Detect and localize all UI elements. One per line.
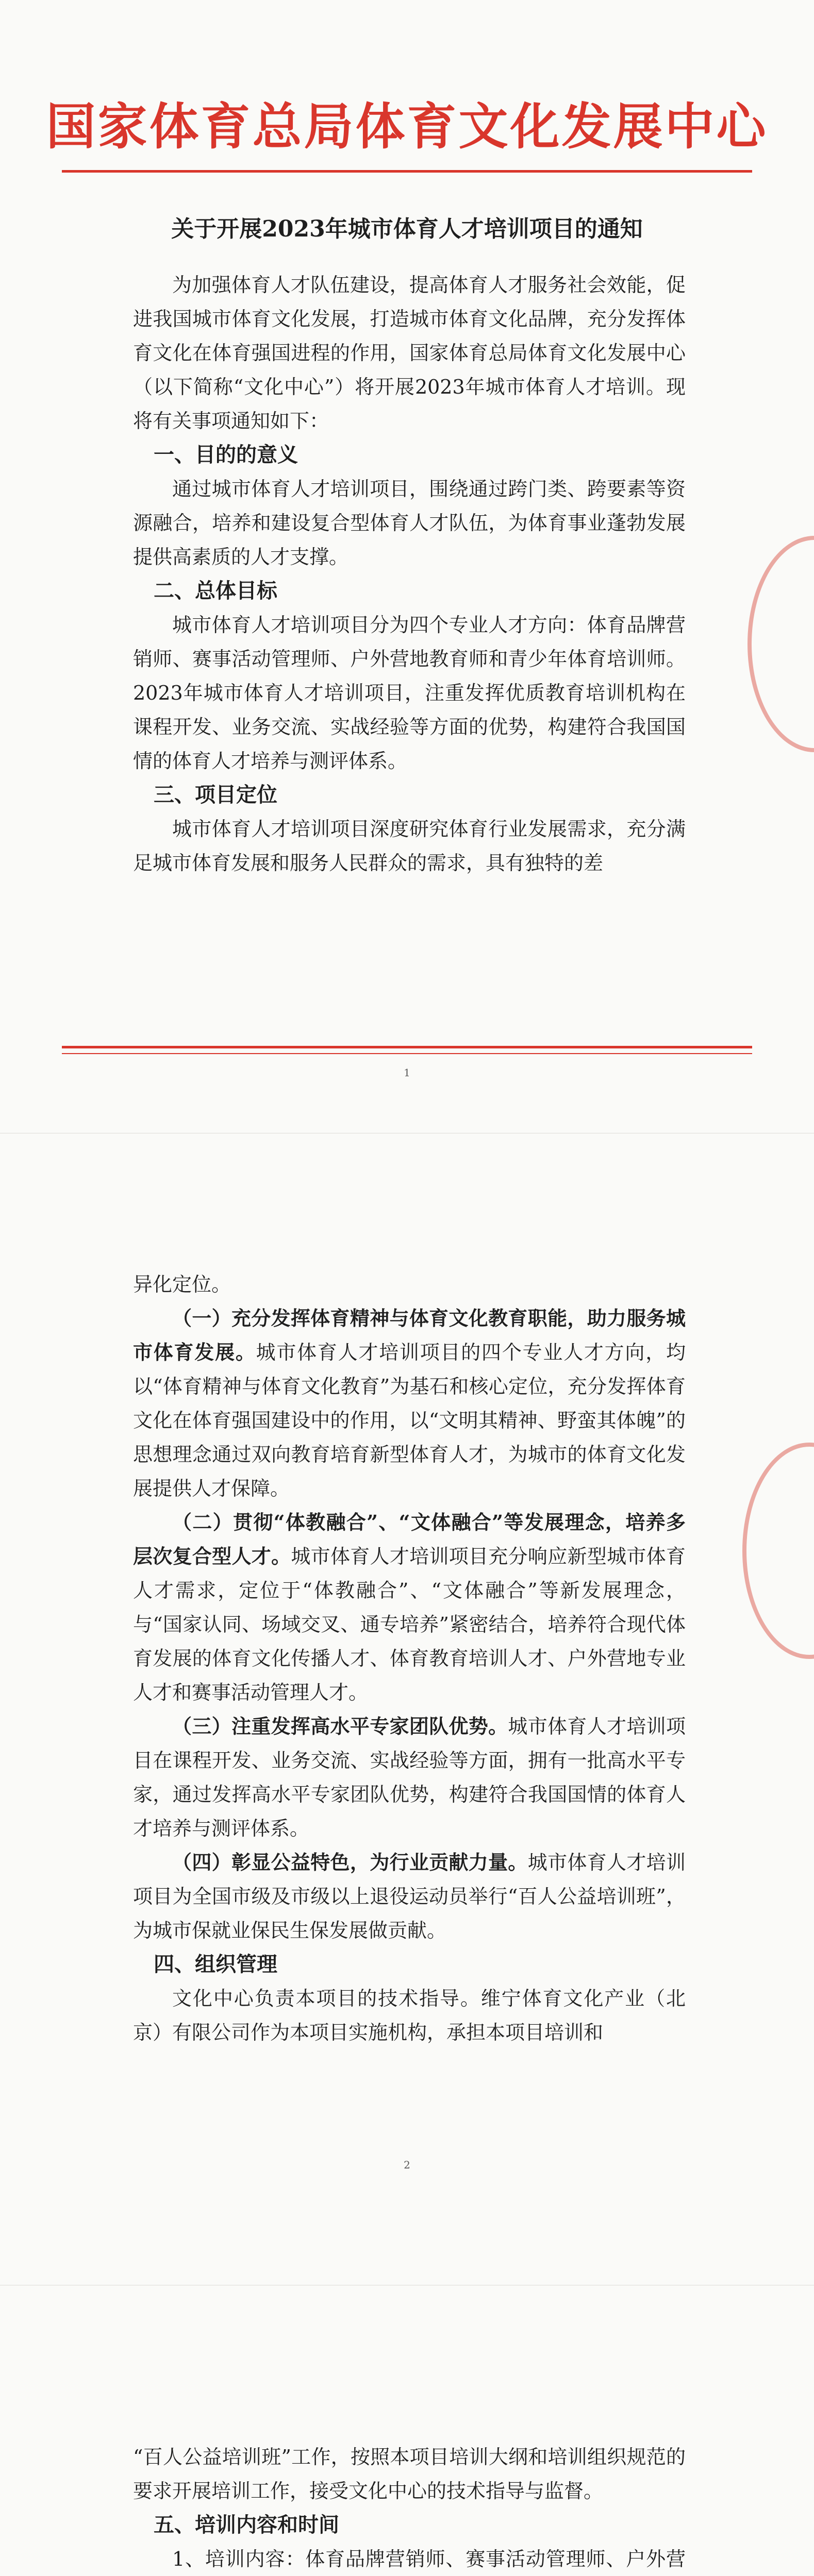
- section-5-heading: 五、培训内容和时间: [154, 2513, 339, 2537]
- section-1-heading: 一、目的的意义: [154, 443, 298, 467]
- page-3: [0, 2285, 814, 2576]
- item-4-lead: （四）彰显公益特色，为行业贡献力量。: [172, 1851, 528, 1874]
- seal-stamp-edge: [742, 1443, 814, 1659]
- section-2-heading: 二、总体目标: [154, 579, 277, 603]
- item-1-lead: （一）充分发挥体育精神与体育文化教育职能，助力服务城市体育发展。: [133, 1307, 686, 1364]
- item-1: [133, 1301, 686, 1505]
- intro-paragraph: 为加强体育人才队伍建设，提高体育人才服务社会效能，促进我国城市体育文化发展，打造城市体育文化品牌，充分发挥体育文化在体育强国进程的作用，国家体育总局体育文化发展中心（以下简称“文化中心”）将开展2023年城市体育人才培训。现将有关事项通知如下：: [133, 274, 686, 432]
- footer-rule-thin: [62, 1053, 752, 1054]
- page-1: [0, 0, 814, 1133]
- section-4-heading: 四、组织管理: [154, 1953, 277, 1976]
- section-3-heading: 三、项目定位: [154, 783, 277, 807]
- section-4-text: 文化中心负责本项目的技术指导。维宁体育文化产业（北京）有限公司作为本项目实施机构，承担本项目培训和: [133, 1987, 686, 2044]
- item-2-lead: （二）贯彻“体教融合”、“文体融合”等发展理念，培养多层次复合型人才。: [133, 1511, 686, 1568]
- section-2-text: 城市体育人才培训项目分为四个专业人才方向：体育品牌营销师、赛事活动管理师、户外营地教育师和青少年体育培训师。2023年城市体育人才培训项目，注重发挥优质教育培训机构在课程开发、业务交流、实战经验等方面的优势，构建符合我国国情的体育人才培养与测评体系。: [133, 614, 686, 772]
- item-2: [133, 1505, 686, 1709]
- header-rule: [62, 170, 752, 173]
- item-2-text: 城市体育人才培训项目充分响应新型城市体育人才需求，定位于“体教融合”、“文体融合”等新发展理念，与“国家认同、场域交叉、通专培养”紧密结合，培养符合现代体育发展的体育文化传播人才、体育教育培训人才、户外营地专业人才和赛事活动管理人才。: [133, 1545, 686, 1704]
- item-4-text: 城市体育人才培训项目为全国市级及市级以上退役运动员举行“百人公益培训班”，为城市保就业保民生保发展做贡献。: [133, 1851, 686, 1942]
- section-5-item-1: 1、培训内容：体育品牌营销师、赛事活动管理师、户外营: [172, 2548, 686, 2570]
- item-4: [133, 1845, 686, 1947]
- page-3-body: [133, 2440, 686, 2576]
- section-1-text: 通过城市体育人才培训项目，围绕通过跨门类、跨要素等资源融合，培养和建设复合型体育人才队伍，为体育事业蓬勃发展提供高素质的人才支撑。: [133, 478, 686, 568]
- page-2: [0, 1133, 814, 2285]
- page-2-body: [133, 1267, 686, 2049]
- item-3: [133, 1709, 686, 1845]
- issuer-header: 国家体育总局体育文化发展中心: [46, 97, 768, 156]
- page-number: 2: [404, 2159, 410, 2171]
- section-3-text: 城市体育人才培训项目深度研究体育行业发展需求，充分满足城市体育发展和服务人民群众的需求，具有独特的差: [133, 818, 686, 874]
- item-3-lead: （三）注重发挥高水平专家团队优势。: [172, 1715, 508, 1738]
- notice-title: 关于开展2023年城市体育人才培训项目的通知: [171, 216, 643, 242]
- item-3-text: 城市体育人才培训项目在课程开发、业务交流、实战经验等方面，拥有一批高水平专家，通过发挥高水平专家团队优势，构建符合我国国情的体育人才培养与测评体系。: [133, 1715, 686, 1840]
- footer-rule-thick: [62, 1046, 752, 1048]
- continuation-text: 异化定位。: [133, 1273, 231, 1296]
- seal-stamp-edge: [747, 536, 814, 752]
- continuation-text: “百人公益培训班”工作，按照本项目培训大纲和培训组织规范的要求开展培训工作，接受文化中心的技术指导与监督。: [133, 2446, 686, 2502]
- page-number: 1: [404, 1066, 410, 1079]
- item-1-text: 城市体育人才培训项目的四个专业人才方向，均以“体育精神与体育文化教育”为基石和核心定位，充分发挥体育文化在体育强国建设中的作用，以“文明其精神、野蛮其体魄”的思想理念通过双向教育培育新型体育人才，为城市的体育文化发展提供人才保障。: [133, 1341, 686, 1500]
- page-1-body: [133, 268, 686, 880]
